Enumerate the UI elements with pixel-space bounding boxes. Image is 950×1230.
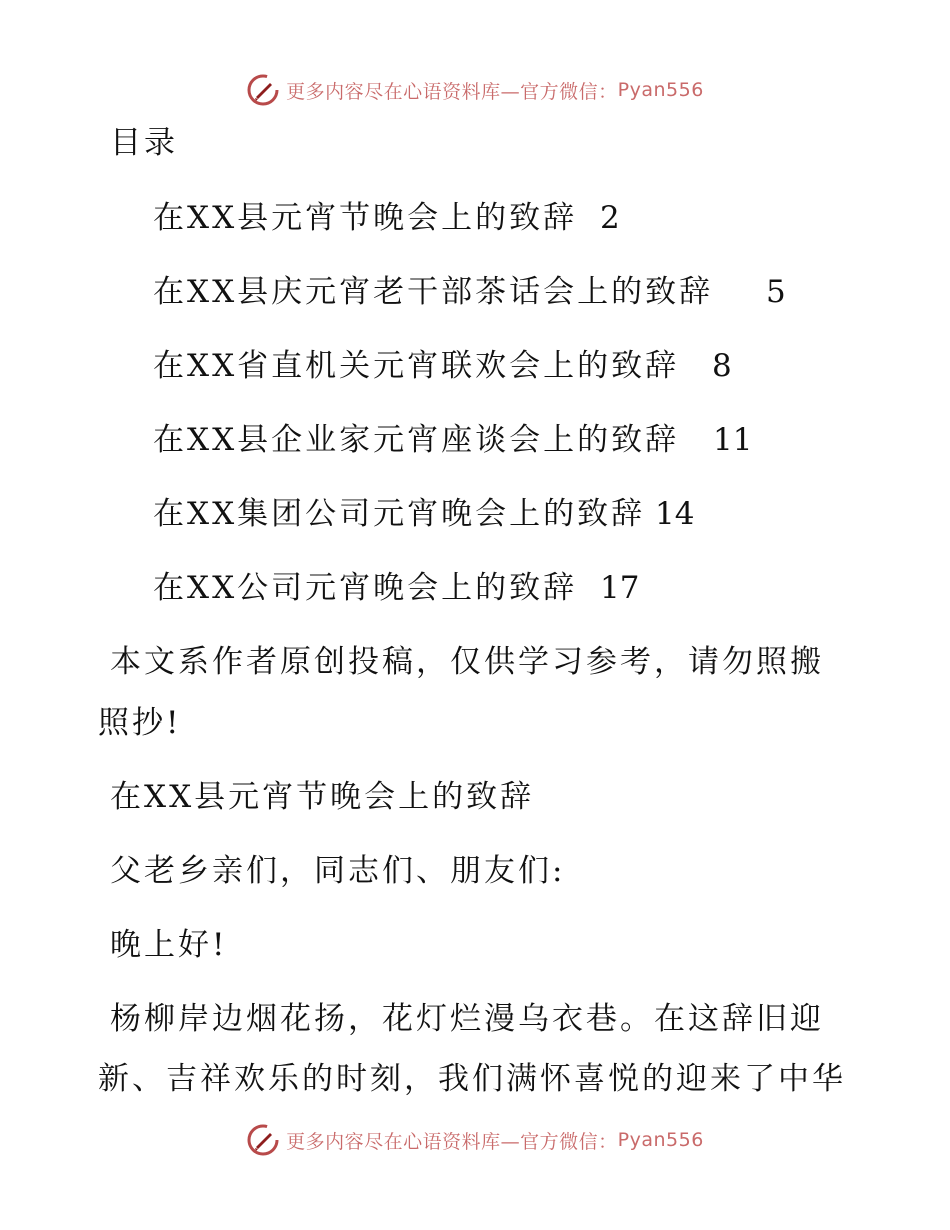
footer-watermark: [0, 1120, 950, 1160]
greeting: 晚上好!: [110, 927, 228, 963]
toc-item-page: 8: [712, 348, 732, 384]
toc-item-page: 14: [655, 496, 695, 532]
watermark-wechat-id: Pyan556: [617, 79, 704, 101]
watermark-text: 更多内容尽在心语资料库—官方微信：: [286, 80, 618, 103]
toc-item-page: 11: [713, 422, 753, 458]
notice-text-continued: 照抄!: [98, 705, 182, 741]
toc-item[interactable]: [153, 200, 578, 236]
toc-item-text: 在XX公司元宵晚会上的致辞: [153, 570, 578, 606]
salutation: 父老乡亲们，同志们、朋友们:: [110, 853, 566, 889]
paragraph-line: 杨柳岸边烟花扬，花灯烂漫乌衣巷。在这辞旧迎: [110, 1001, 824, 1037]
toc-item-text: 在XX县企业家元宵座谈会上的致辞: [153, 422, 680, 458]
toc-item[interactable]: [153, 348, 680, 384]
toc-item-text: 在XX集团公司元宵晚会上的致辞: [153, 496, 646, 532]
paragraph-line: 新、吉祥欢乐的时刻，我们满怀喜悦的迎来了中华: [98, 1061, 846, 1097]
toc-title: 目录: [110, 125, 178, 161]
toc-item[interactable]: [153, 274, 714, 310]
toc-item[interactable]: [153, 422, 680, 458]
toc-item-page: 5: [766, 274, 786, 310]
watermark-text: 更多内容尽在心语资料库—官方微信：: [286, 1130, 618, 1153]
quill-pen-logo-icon: [246, 73, 280, 107]
speech-title: 在XX县元宵节晚会上的致辞: [110, 779, 535, 815]
toc-item-page: 2: [600, 200, 620, 236]
toc-item-page: 17: [600, 570, 640, 606]
header-watermark: [0, 70, 950, 110]
quill-pen-logo-icon: [246, 1123, 280, 1157]
toc-item-text: 在XX省直机关元宵联欢会上的致辞: [153, 348, 680, 384]
toc-item[interactable]: [153, 570, 578, 606]
notice-text: 本文系作者原创投稿，仅供学习参考，请勿照搬: [110, 644, 824, 680]
toc-item-text: 在XX县元宵节晚会上的致辞: [153, 200, 578, 236]
watermark-wechat-id: Pyan556: [617, 1129, 704, 1151]
toc-item-text: 在XX县庆元宵老干部茶话会上的致辞: [153, 274, 714, 310]
toc-item[interactable]: [153, 496, 646, 532]
